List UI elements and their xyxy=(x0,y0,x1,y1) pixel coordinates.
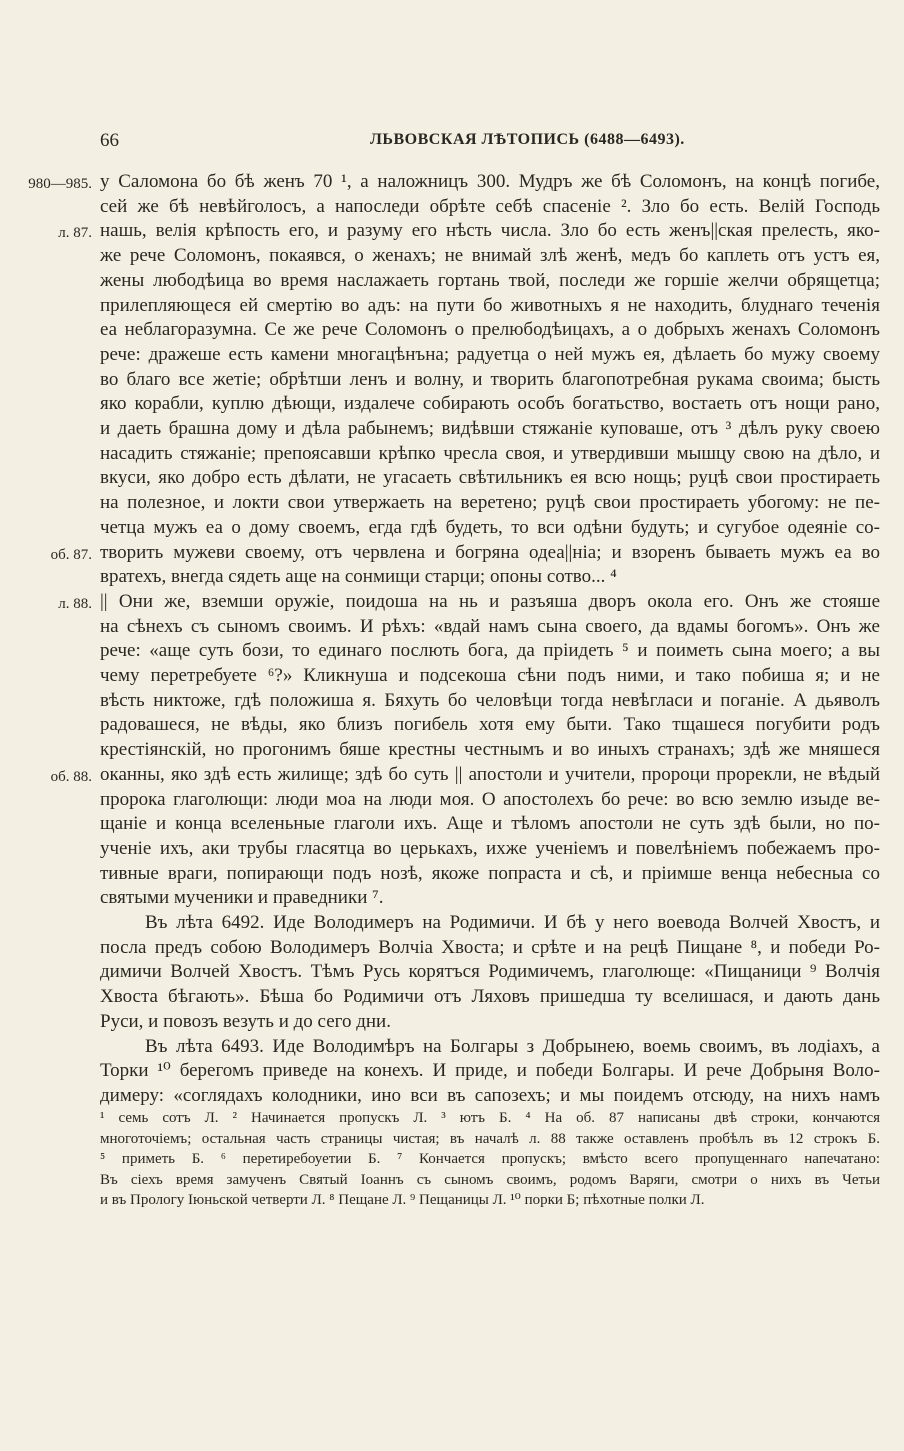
text-line: рече: «аще суть бози, то единаго послють бога, да пріидеть ⁵ и поиметь сына моего; а вы xyxy=(100,640,880,662)
text-line: и даеть брашна дому и дѣла рабынемъ; видѣвши стяжаніе куповаше, отъ ³ дѣлъ руку своею xyxy=(100,418,880,439)
text-line: на сѣнехъ съ сыномъ своимъ. И рѣхъ: «вдай намъ сына своего, да вдамы богомъ». Онъ же xyxy=(100,615,880,637)
page-header xyxy=(100,130,880,156)
text-line: ученіе ихъ, аки трубы гласятца во церькахъ, ихже ученіемъ и повелѣніемъ побежаемъ про- xyxy=(100,837,880,859)
text-line: Въ лѣта 6492. Иде Володимеръ на Родимичи. И бѣ у него воевода Волчей Хвостъ, и xyxy=(145,912,880,933)
running-title: ЛЬВОВСКАЯ ЛѢТОПИСЬ (6488—6493). xyxy=(370,131,685,148)
margin-note: л. 87. xyxy=(58,225,92,242)
text-line: Хвоста бѣгають». Бѣша бо Родимичи отъ Ляховъ пришедша ту вселишася, и дають дань xyxy=(100,986,880,1008)
footnote-line: ¹ семь сотъ Л. ² Начинается пропускъ Л. ³ ютъ Б. ⁴ На об. 87 написаны двѣ строки, кончаются xyxy=(100,1110,880,1126)
text-line: Руси, и повозъ везуть и до сего дни. xyxy=(100,1010,391,1032)
text-line: Въ лѣта 6493. Иде Володимѣръ на Болгары з Добрынею, воемь своимъ, въ лодіахъ, а xyxy=(145,1035,880,1057)
margin-note: л. 88. xyxy=(58,595,92,612)
text-line: у Саломона бо бѣ женъ 70 ¹, а наложницъ 300. Мудръ же бѣ Соломонъ, на концѣ погибе, xyxy=(100,171,880,192)
page-number: 66 xyxy=(100,130,119,151)
text-line: щаніе и конца вселеньные глаголи ихъ. Аще и тѣломъ апостоли не суть здѣ были, но по- xyxy=(100,813,880,835)
text-line: оканны, яко здѣ есть жилище; здѣ бо суть || апостоли и учители, пророци прорекли, не вѣдый xyxy=(100,763,880,785)
text-line: еа неблагоразумна. Се же рече Соломонъ о прелюбодѣицахъ, а о добрыхъ женахъ Соломонъ xyxy=(100,319,880,341)
text-line: вѣсть никтоже, гдѣ положиша я. Бяхуть бо человѣци тогда невѣгласи и поганіе. А дьяволъ xyxy=(100,689,880,711)
text-line: творить мужеви своему, отъ червлена и богряна одеа||ніа; и взоренъ бываеть мужъ еа во xyxy=(100,541,880,563)
text-line: святыми мученики и праведники ⁷. xyxy=(100,887,384,909)
text-line: же рече Соломонъ, покаявся, о женахъ; не внимай злѣ женѣ, медъ бо каплеть отъ устъ ея, xyxy=(100,245,880,267)
text-line: радовашеся, не вѣды, яко близъ погибель хотя ему быти. Тако тщашеся погубити родъ xyxy=(100,714,880,736)
text-line: на полезное, и локти свои утвержаеть на веретено; руцѣ свои простираеть убогому: не пе- xyxy=(100,492,880,514)
text-line: Торки ¹⁰ берегомъ приведе на конехъ. И приде, и победи Болгары. И рече Добрыня Воло- xyxy=(100,1060,880,1082)
margin-note: об. 88. xyxy=(50,768,92,785)
text-line: вкуси, яко добро есть дѣлати, не угасаеть свѣтильникъ ея всю нощь; руцѣ свои простираеть xyxy=(100,467,880,489)
margin-note: 980—985. xyxy=(28,176,92,192)
margin-note: об. 87. xyxy=(50,546,92,563)
text-line: рече: дражеше есть камени многацѣнъна; радуетца о ней мужъ ея, дѣлаеть бо мужу своему xyxy=(100,343,880,365)
footnote-line: ⁵ приметь Б. ⁶ перетиребоуетии Б. ⁷ Кончается пропускъ; вмѣсто всего пропущеннаго напечатано: xyxy=(100,1151,880,1167)
text-line: вратехъ, внегда сядеть аще на сонмищи старци; опоны сотво... ⁴ xyxy=(100,566,617,588)
text-line: тивные враги, попирающи подъ нозѣ, якоже попраста и сѣ, и пріимше венца небесныа со xyxy=(100,862,880,884)
footnote-line: и въ Прологу Іюньской четверти Л. ⁸ Пещане Л. ⁹ Пещаницы Л. ¹⁰ порки Б; пѣхотные полки Л. xyxy=(100,1192,705,1208)
text-line: четца мужъ еа о дому своемъ, егда гдѣ будеть, то вси одѣни будуть; и сугубое одеяніе со- xyxy=(100,516,880,538)
text-line: насадить стяжаніе; препоясавши крѣпко чресла своя, и утвердивши мышцу свою на дѣло, и xyxy=(100,442,880,464)
text-line: во благо все жетіе; обрѣтши ленъ и волну, и творить благопотребная рукама своима; бысть xyxy=(100,368,880,390)
footnote-line: многоточіемъ; остальная часть страницы чистая; въ началѣ л. 88 также оставленъ пробѣлъ въ 12 строкъ Б. xyxy=(100,1130,880,1147)
text-line: сей же бѣ невѣйголосъ, а напоследи обрѣте себѣ спасеніе ². Зло бо есть. Велій Господь xyxy=(100,195,880,217)
text-line: чему перетребуете ⁶?» Кликнуша и подсекоша сѣни подъ ними, и тако побиша я; и не xyxy=(100,665,880,686)
text-line: пророка глаголющи: люди моа на люди моя. О апостолехъ бо рече: во всю землю изыде ве- xyxy=(100,788,880,810)
text-line: нашь, велія крѣпость его, и разуму его нѣсть числа. Зло бо есть женъ||ская прелесть, яко- xyxy=(100,220,880,242)
text-line: димеру: «соглядахъ колодники, ино вси въ сапозехъ; и мы поидемъ отсюду, на нихъ намъ xyxy=(100,1084,880,1106)
text-line: жены любодѣица во время наслажаеть гортань твой, последи же горшіе желчи обрящетца; xyxy=(100,269,880,291)
footnote-line: Въ сіехъ время замученъ Святый Іоаннъ съ сыномъ своимъ, родомъ Варяги, смотри о нихъ въ Четьи xyxy=(100,1171,880,1188)
text-line: димичи Волчей Хвостъ. Тѣмъ Русь корятъся Родимичемъ, глаголюще: «Пищаници ⁹ Волчія xyxy=(100,961,880,983)
text-line: яко корабли, куплю дѣющи, издалече собирають особъ богатьство, востаеть отъ нощи рано, xyxy=(100,393,880,415)
text-line: прилепляющеся ей смертію во адъ: на пути бо животныхъ я не находить, блуднаго теченія xyxy=(100,294,880,316)
text-line: || Они же, вземши оружіе, поидоша на нь и разъяша дворъ окола его. Онъ же стояше xyxy=(100,590,880,612)
text-line: посла предъ собою Володимеръ Волчіа Хвоста; и срѣте и на рецѣ Пищане ⁸, и победи Ро- xyxy=(100,936,880,958)
text-line: крестіянскій, но прогонимъ бяше крестны честнымъ и во иныхъ странахъ; здѣ же мняшеся xyxy=(100,739,880,761)
